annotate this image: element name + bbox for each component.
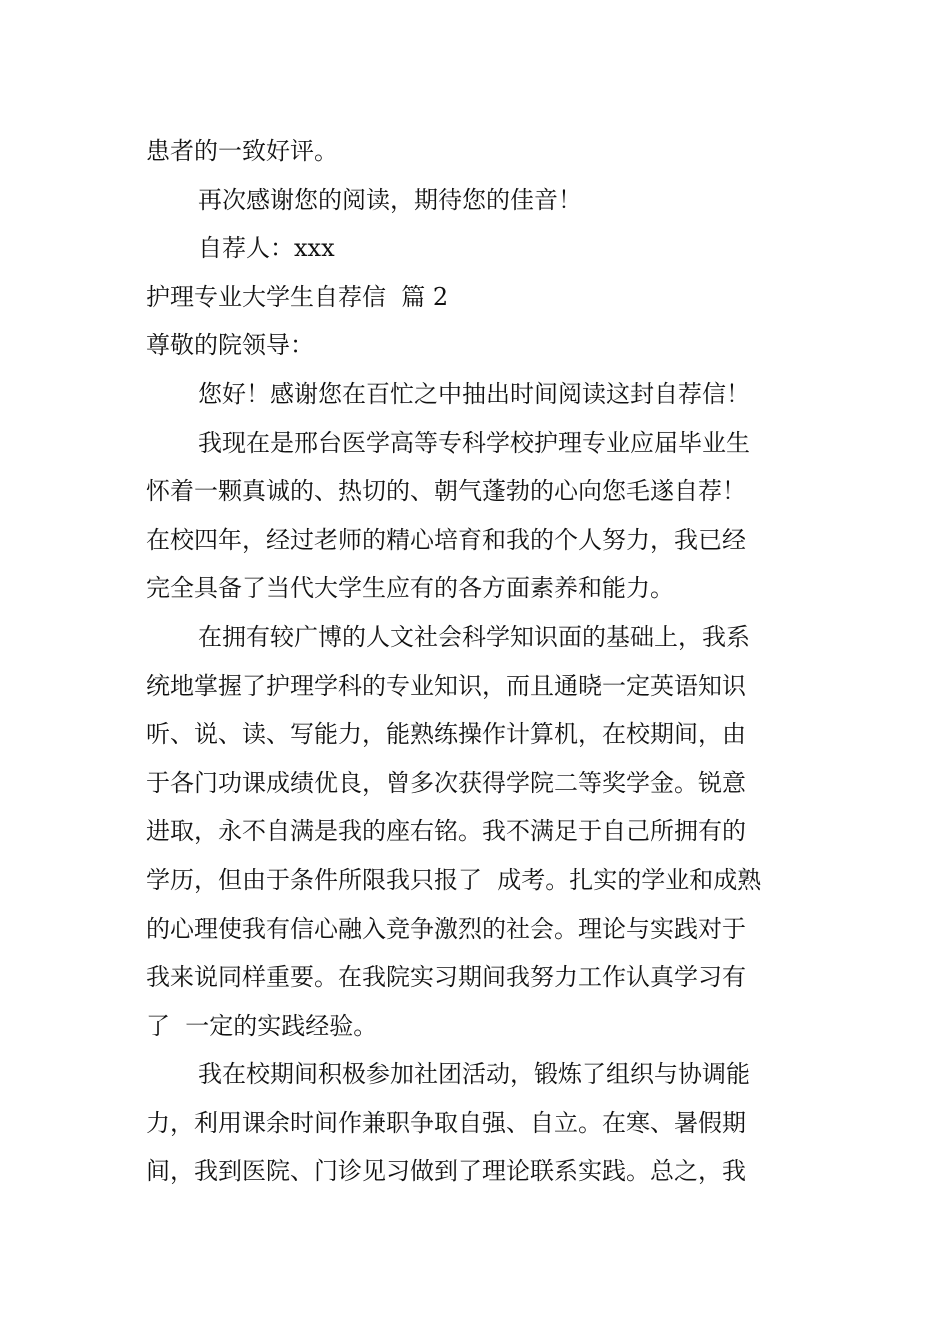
text-line: 怀着一颗真诚的、热切的、朝气蓬勃的心向您毛遂自荐！ (146, 477, 746, 506)
salutation: 尊敬的院领导： (146, 331, 314, 360)
text-line: 进取，永不自满是我的座右铭。我不满足于自己所拥有的 (146, 817, 746, 846)
text-line: 在校四年，经过老师的精心培育和我的个人努力，我已经 (146, 525, 746, 554)
signature-line: 自荐人：xxx (198, 234, 335, 263)
text-line: 听、说、读、写能力，能熟练操作计算机，在校期间，由 (146, 720, 746, 749)
text-line: 统地掌握了护理学科的专业知识，而且通晓一定英语知识 (146, 671, 746, 700)
text-line: 完全具备了当代大学生应有的各方面素养和能力。 (146, 574, 674, 603)
text-line: 的心理使我有信心融入竞争激烈的社会。理论与实践对于 (146, 914, 746, 943)
text-line: 我来说同样重要。在我院实习期间我努力工作认真学习有 (146, 963, 746, 992)
text-line: 学历，但由于条件所限我只报了 成考。扎实的学业和成熟 (146, 865, 762, 894)
text-line: 在拥有较广博的人文社会科学知识面的基础上，我系 (198, 622, 750, 651)
text-line: 间，我到医院、门诊见习做到了理论联系实践。总之，我 (146, 1157, 746, 1186)
text-line: 患者的一致好评。 (146, 137, 338, 165)
section-heading: 护理专业大学生自荐信 篇 2 (146, 282, 449, 311)
text-line: 了 一定的实践经验。 (146, 1011, 378, 1040)
text-line: 再次感谢您的阅读，期待您的佳音！ (198, 185, 582, 214)
text-line: 我现在是邢台医学高等专科学校护理专业应届毕业生 (198, 428, 750, 457)
text-line: 力，利用课余时间作兼职争取自强、自立。在寒、暑假期 (146, 1108, 746, 1137)
text-line: 您好！感谢您在百忙之中抽出时间阅读这封自荐信！ (198, 379, 750, 408)
text-line: 我在校期间积极参加社团活动，锻炼了组织与协调能 (198, 1060, 750, 1089)
document-text (146, 127, 826, 1196)
text-line: 于各门功课成绩优良，曾多次获得学院二等奖学金。锐意 (146, 768, 746, 797)
